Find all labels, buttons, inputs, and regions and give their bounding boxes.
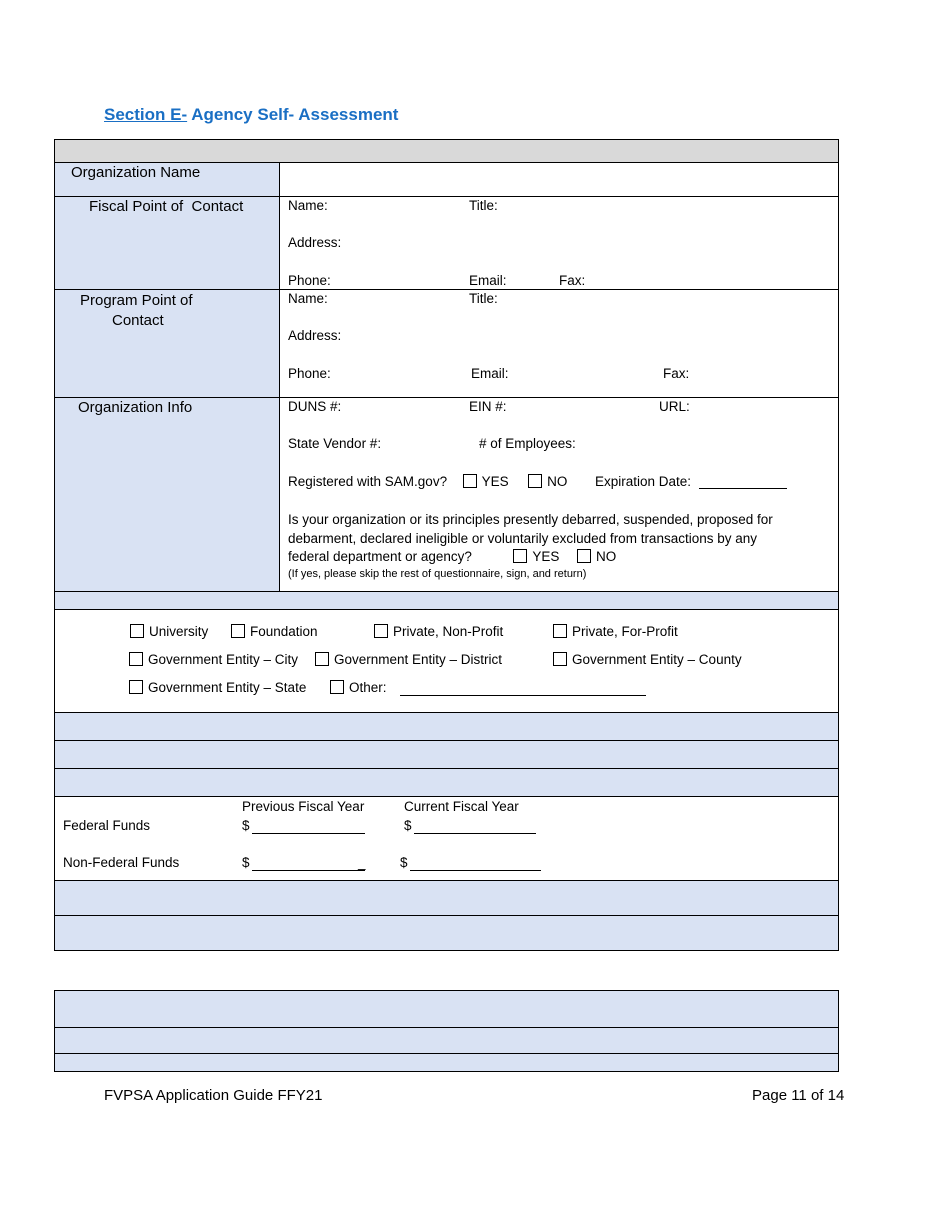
university-label: University — [149, 624, 209, 639]
fiscal-poc-label: Fiscal Point of Contact — [89, 198, 244, 215]
fiscal-email-field[interactable]: Email: — [469, 273, 507, 288]
non-federal-prev-input[interactable] — [252, 870, 365, 871]
gov-district-label: Government Entity – District — [334, 652, 503, 667]
expiration-date — [595, 474, 691, 489]
ein-field[interactable]: EIN #: — [469, 399, 507, 414]
table-header-bar — [55, 140, 838, 162]
type-private-forprofit[interactable] — [553, 624, 678, 639]
debarment-question: federal department or agency? — [288, 549, 472, 564]
gov-county-checkbox[interactable] — [553, 652, 567, 666]
separator-bar-6 — [55, 916, 838, 950]
state-vendor-field[interactable]: State Vendor #: — [288, 436, 382, 451]
program-poc-label-2: Contact — [112, 312, 164, 329]
foundation-checkbox[interactable] — [231, 624, 245, 638]
separator-bar-1 — [55, 592, 838, 609]
gov-district-checkbox[interactable] — [315, 652, 329, 666]
non-federal-funds-label: Non-Federal Funds — [63, 855, 180, 870]
url-field[interactable]: URL: — [659, 399, 690, 414]
prev-year-header: Previous Fiscal Year — [242, 799, 365, 814]
program-fax-field[interactable]: Fax: — [663, 366, 690, 381]
section-label: Section E- — [104, 105, 188, 124]
footer-guide-title: FVPSA Application Guide FFY21 — [104, 1087, 323, 1104]
type-other[interactable] — [330, 680, 387, 695]
page-title — [104, 105, 398, 125]
expiration-date-input[interactable] — [699, 488, 787, 489]
expiration-date-label: Expiration Date: — [595, 474, 692, 489]
type-gov-county[interactable] — [553, 652, 742, 667]
other-input[interactable] — [400, 695, 646, 696]
university-checkbox[interactable] — [130, 624, 144, 638]
footer-page-number: Page 11 of 14 — [752, 1087, 845, 1104]
type-university[interactable] — [130, 624, 208, 639]
private-forprofit-label: Private, For-Profit — [572, 624, 678, 639]
non-federal-underscore: _ — [358, 855, 366, 870]
label-column — [55, 163, 279, 591]
type-gov-state[interactable] — [129, 680, 306, 695]
program-email-field[interactable]: Email: — [471, 366, 509, 381]
program-name-field[interactable]: Name: — [288, 291, 328, 306]
separator-bar-4 — [55, 769, 838, 796]
org-name-field[interactable] — [281, 163, 837, 195]
federal-curr-input[interactable] — [414, 833, 536, 834]
gov-city-checkbox[interactable] — [129, 652, 143, 666]
federal-curr-dollar: $ — [404, 818, 412, 833]
foundation-label: Foundation — [250, 624, 318, 639]
program-title-field[interactable]: Title: — [469, 291, 498, 306]
federal-prev-dollar: $ — [242, 818, 250, 833]
gov-city-label: Government Entity – City — [148, 652, 299, 667]
type-gov-district[interactable] — [315, 652, 502, 667]
federal-prev-input[interactable] — [252, 833, 365, 834]
debarment-no-checkbox[interactable] — [577, 549, 591, 563]
debarment-line-3 — [288, 549, 616, 564]
org-info-label: Organization Info — [78, 399, 193, 416]
debarment-line-2: debarment, declared ineligible or voluntarily excluded from transactions by any — [288, 531, 757, 546]
employees-field[interactable]: # of Employees: — [479, 436, 576, 451]
other-checkbox[interactable] — [330, 680, 344, 694]
sam-no-label: NO — [547, 474, 568, 489]
type-private-nonprofit[interactable] — [374, 624, 503, 639]
assessment-table — [54, 139, 839, 951]
fiscal-address-field[interactable]: Address: — [288, 235, 342, 250]
secondary-bar-2 — [55, 1028, 838, 1053]
federal-funds-label: Federal Funds — [63, 818, 151, 833]
duns-field[interactable]: DUNS #: — [288, 399, 342, 414]
separator-bar-5 — [55, 881, 838, 915]
org-name-label: Organization Name — [71, 164, 201, 181]
secondary-table — [54, 990, 839, 1072]
program-address-field[interactable]: Address: — [288, 328, 342, 343]
separator-bar-3 — [55, 741, 838, 768]
curr-year-header: Current Fiscal Year — [404, 799, 519, 814]
private-nonprofit-label: Private, Non-Profit — [393, 624, 504, 639]
fiscal-phone-field[interactable]: Phone: — [288, 273, 331, 288]
non-federal-curr-input[interactable] — [410, 870, 541, 871]
debarment-yes-checkbox[interactable] — [513, 549, 527, 563]
sam-no-checkbox[interactable] — [528, 474, 542, 488]
fiscal-fax-field[interactable]: Fax: — [559, 273, 586, 288]
type-foundation[interactable] — [231, 624, 318, 639]
debarment-note: (If yes, please skip the rest of questionnaire, sign, and return) — [288, 568, 587, 580]
program-poc-label-1: Program Point of — [80, 292, 193, 309]
non-federal-curr-dollar: $ — [400, 855, 408, 870]
sam-yes-checkbox[interactable] — [463, 474, 477, 488]
sam-yes-label: YES — [481, 474, 509, 489]
secondary-bar-1 — [55, 991, 838, 1027]
sam-question — [288, 474, 567, 489]
fiscal-title-field[interactable]: Title: — [469, 198, 498, 213]
section-title: Agency Self- Assessment — [187, 105, 399, 124]
fiscal-name-field[interactable]: Name: — [288, 198, 328, 213]
debarment-yes-label: YES — [532, 549, 560, 564]
non-federal-prev-dollar: $ — [242, 855, 250, 870]
separator-bar-2 — [55, 713, 838, 740]
gov-county-label: Government Entity – County — [572, 652, 742, 667]
private-forprofit-checkbox[interactable] — [553, 624, 567, 638]
type-gov-city[interactable] — [129, 652, 298, 667]
program-phone-field[interactable]: Phone: — [288, 366, 331, 381]
gov-state-checkbox[interactable] — [129, 680, 143, 694]
debarment-line-1: Is your organization or its principles presently debarred, suspended, proposed for — [288, 512, 773, 527]
private-nonprofit-checkbox[interactable] — [374, 624, 388, 638]
gov-state-label: Government Entity – State — [148, 680, 307, 695]
other-label: Other: — [349, 680, 387, 695]
debarment-no-label: NO — [595, 549, 617, 564]
sam-question-label: Registered with SAM.gov? — [288, 474, 448, 489]
secondary-bar-3 — [55, 1054, 838, 1071]
